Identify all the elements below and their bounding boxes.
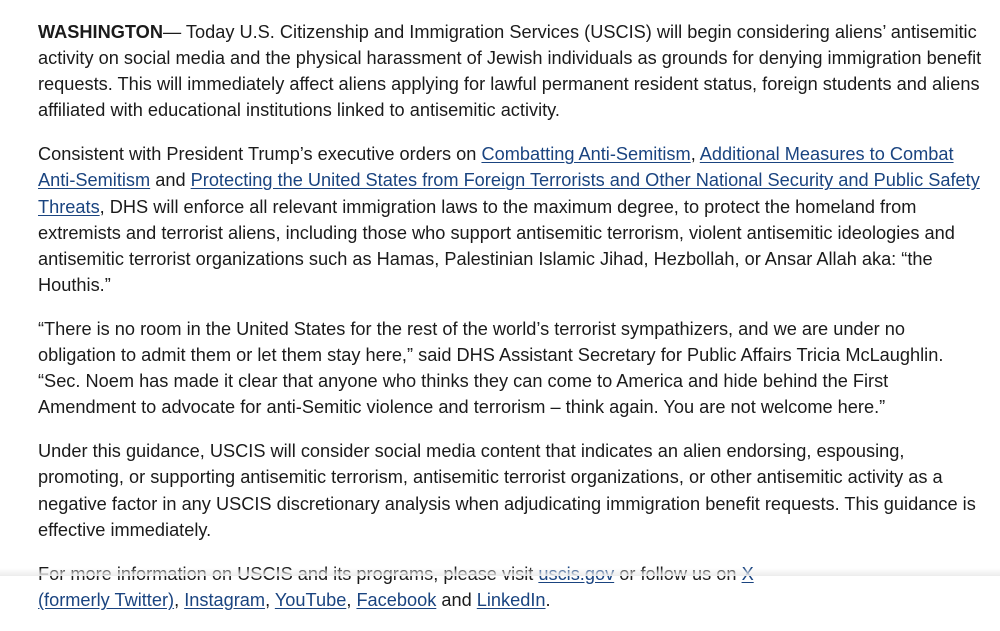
more-info-text-3: and [436, 590, 476, 610]
link-protecting-united-states[interactable]: Protecting the United States from Foreign Terrorists and Other National Security and Public Safety Threats [38, 170, 980, 216]
eo-text-3: and [150, 170, 190, 190]
bottom-fade [0, 568, 1000, 576]
eo-text-4: , DHS will enforce all relevant immigration laws to the maximum degree, to protect the homeland from extremists and terrorist aliens, including those who support antisemitic terrorism, violent antisemitic ideologies and antisemitic terrorist organizations such as Hamas, Palestinian Islamic Jihad, Hezbollah, or Ansar Allah aka: “the Houthis.” [38, 197, 955, 295]
link-additional-measures[interactable]: Additional Measures to Combat Anti-Semitism [38, 144, 954, 190]
link-youtube[interactable]: YouTube [275, 590, 346, 610]
more-info-text-1: For more information on USCIS and its programs, please visit [38, 564, 538, 584]
link-combatting-anti-semitism[interactable]: Combatting Anti-Semitism [481, 144, 690, 164]
guidance-text: Under this guidance, USCIS will consider social media content that indicates an alien endorsing, espousing, promoting, or supporting antisemitic terrorism, antisemitic terrorist organizations, or other antisemitic activity as a negative factor in any USCIS discretionary analysis when adjudicating immigration benefit requests. This guidance is effective immediately. [38, 441, 976, 539]
paragraph-executive-orders [38, 141, 983, 298]
paragraph-intro [38, 19, 983, 123]
link-linkedin[interactable]: LinkedIn [477, 590, 546, 610]
paragraph-quote [38, 316, 983, 420]
more-info-text-2: or follow us on [614, 564, 741, 584]
eo-text-2: , [691, 144, 700, 164]
link-facebook[interactable]: Facebook [356, 590, 436, 610]
paragraph-guidance [38, 438, 983, 542]
more-info-text-4: . [546, 590, 551, 610]
quote-text: “There is no room in the United States for the rest of the world’s terrorist sympathizers, and we are under no obligation to admit them or let them stay here,” said DHS Assistant Secretary for Public Affairs Tricia McLaughlin. “Sec. Noem has made it clear that anyone who thinks they can come to America and hide behind the First Amendment to advocate for anti-Semitic violence and terrorism – think again. You are not welcome here.” [38, 319, 943, 417]
separator-2: , [265, 590, 275, 610]
separator-3: , [346, 590, 356, 610]
intro-text: — Today U.S. Citizenship and Immigration Services (USCIS) will begin considering aliens’ antisemitic activity on social media and the physical harassment of Jewish individuals as grounds for denying immigration benefit requests. This will immediately affect aliens applying for lawful permanent resident status, foreign students and aliens affiliated with educational institutions linked to antisemitic activity. [38, 22, 981, 120]
dateline: WASHINGTON [38, 22, 163, 42]
eo-text-1: Consistent with President Trump’s executive orders on [38, 144, 481, 164]
link-instagram[interactable]: Instagram [184, 590, 265, 610]
link-uscis-gov[interactable]: uscis.gov [538, 564, 614, 584]
separator-1: , [174, 590, 184, 610]
link-x-twitter[interactable]: X (formerly Twitter) [38, 564, 754, 610]
press-release-body [38, 19, 983, 631]
